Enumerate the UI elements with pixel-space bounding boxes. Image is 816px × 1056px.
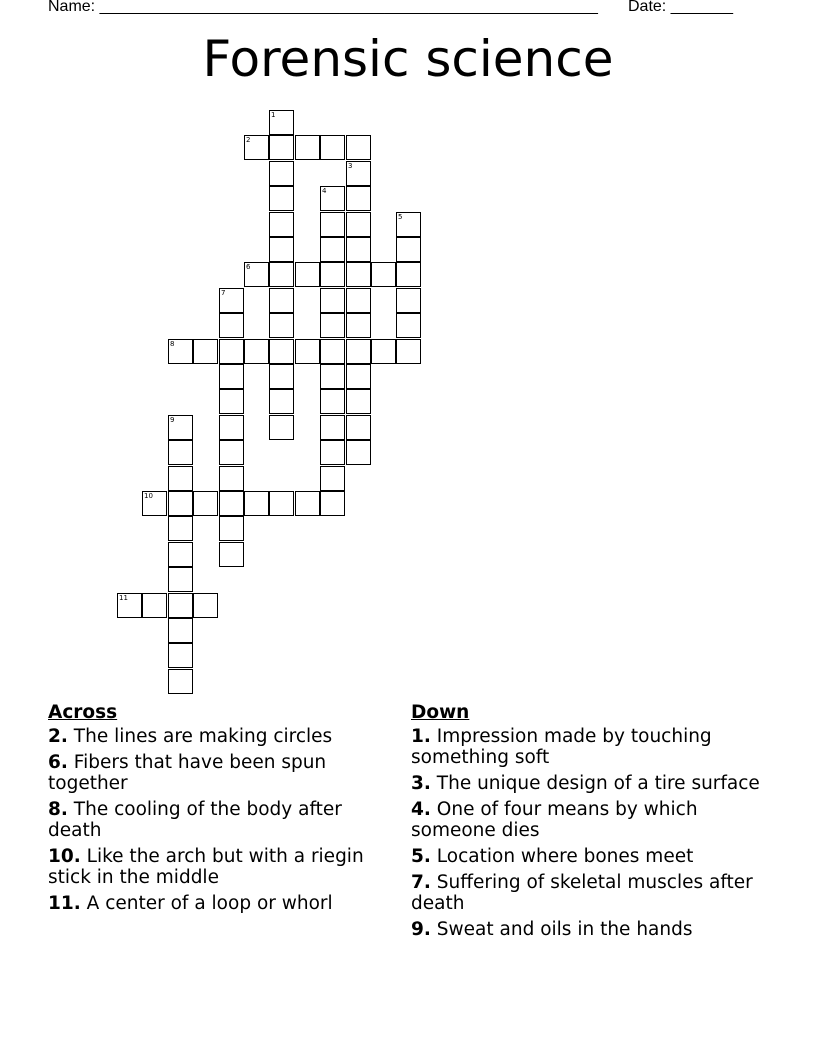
crossword-cell[interactable] [219,339,244,364]
clue-number: 11. [48,893,81,914]
crossword-cell[interactable] [396,288,421,313]
down-clue [411,872,761,914]
crossword-cell[interactable] [320,135,345,160]
clue-number: 7. [411,872,431,893]
clue-text: The lines are making circles [73,726,333,747]
crossword-cell[interactable] [320,466,345,491]
clue-text: Fibers that have been spun together [48,752,327,794]
page-title: Forensic science [202,30,614,88]
clue-text: Impression made by touching something soft [411,726,712,768]
across-heading: Across [48,702,118,723]
crossword-cell[interactable] [269,186,294,211]
crossword-cell[interactable] [168,593,193,618]
clue-number: 7 [221,289,226,297]
clue-number: 5. [411,846,431,867]
crossword-cell[interactable] [396,313,421,338]
crossword-cell[interactable] [269,161,294,186]
crossword-cell[interactable] [219,542,244,567]
crossword-cell-4[interactable] [320,186,345,211]
crossword-cell-7[interactable] [219,288,244,313]
down-clue [411,919,761,940]
crossword-cell[interactable] [346,135,371,160]
crossword-cell[interactable] [346,186,371,211]
down-clue [411,846,761,867]
crossword-cell[interactable] [269,262,294,287]
clue-number: 6 [246,263,251,271]
crossword-cell[interactable] [320,262,345,287]
clue-text: One of four means by which someone dies [411,799,698,841]
date-field-label: Date: _______ [628,0,733,15]
crossword-cell-1[interactable] [269,110,294,135]
crossword-cell[interactable] [320,389,345,414]
crossword-cell[interactable] [346,339,371,364]
crossword-cell[interactable] [168,440,193,465]
crossword-cell[interactable] [193,491,218,516]
clue-text: Location where bones meet [436,846,694,867]
crossword-cell[interactable] [320,288,345,313]
crossword-cell[interactable] [168,567,193,592]
crossword-cell[interactable] [219,466,244,491]
crossword-cell[interactable] [346,313,371,338]
crossword-cell[interactable] [168,542,193,567]
crossword-cell[interactable] [269,237,294,262]
crossword-cell[interactable] [320,364,345,389]
crossword-cell[interactable] [295,491,320,516]
clue-number: 2 [246,136,251,144]
crossword-cell[interactable] [320,212,345,237]
crossword-cell[interactable] [219,491,244,516]
clue-text: Suffering of skeletal muscles after death [411,872,753,914]
crossword-cell-6[interactable] [244,262,269,287]
crossword-cell[interactable] [269,415,294,440]
clue-number: 1. [411,726,431,747]
clue-number: 8 [170,340,175,348]
crossword-cell[interactable] [396,262,421,287]
crossword-cell[interactable] [168,491,193,516]
down-clue [411,726,761,768]
crossword-cell[interactable] [142,593,167,618]
crossword-cell[interactable] [371,339,396,364]
crossword-cell[interactable] [320,313,345,338]
crossword-cell[interactable] [219,364,244,389]
crossword-cell[interactable] [295,339,320,364]
clue-number: 6. [48,752,68,773]
across-clue [48,752,398,794]
crossword-cell[interactable] [320,491,345,516]
crossword-cell[interactable] [269,212,294,237]
crossword-cell[interactable] [269,364,294,389]
crossword-cell[interactable] [269,135,294,160]
across-clue [48,726,398,747]
crossword-cell-8[interactable] [168,339,193,364]
crossword-cell[interactable] [269,288,294,313]
clue-number: 1 [271,111,276,119]
crossword-cell[interactable] [193,339,218,364]
crossword-cell[interactable] [346,237,371,262]
crossword-cell[interactable] [168,618,193,643]
crossword-cell[interactable] [346,415,371,440]
crossword-cell[interactable] [320,440,345,465]
clue-text: The unique design of a tire surface [436,773,760,794]
clue-text: Like the arch but with a riegin stick in the middle [48,846,364,888]
crossword-cell[interactable] [320,415,345,440]
crossword-cell[interactable] [193,593,218,618]
clue-number: 11 [119,594,128,602]
crossword-cell-11[interactable] [117,593,142,618]
crossword-cell[interactable] [269,339,294,364]
crossword-cell[interactable] [219,440,244,465]
clue-number: 2. [48,726,68,747]
down-clue [411,799,761,841]
crossword-cell[interactable] [346,389,371,414]
crossword-cell-3[interactable] [346,161,371,186]
clue-number: 4. [411,799,431,820]
crossword-cell[interactable] [295,135,320,160]
crossword-cell[interactable] [346,288,371,313]
crossword-cell[interactable] [396,339,421,364]
crossword-cell[interactable] [219,389,244,414]
crossword-cell[interactable] [269,313,294,338]
crossword-cell[interactable] [168,516,193,541]
crossword-cell-5[interactable] [396,212,421,237]
clue-number: 8. [48,799,68,820]
crossword-cell[interactable] [219,313,244,338]
clue-number: 9. [411,919,431,940]
clue-text: Sweat and oils in the hands [436,919,693,940]
crossword-cell-9[interactable] [168,415,193,440]
crossword-cell[interactable] [219,516,244,541]
crossword-cell[interactable] [396,237,421,262]
crossword-cell-10[interactable] [142,491,167,516]
crossword-cell[interactable] [295,262,320,287]
clue-number: 5 [398,213,403,221]
down-heading: Down [411,702,470,723]
across-clue [48,846,398,888]
crossword-cell[interactable] [346,212,371,237]
crossword-cell[interactable] [219,415,244,440]
across-clues [48,702,398,919]
crossword-cell[interactable] [244,491,269,516]
crossword-cell[interactable] [320,339,345,364]
down-clue [411,773,761,794]
across-clue [48,799,398,841]
clue-number: 9 [170,416,175,424]
crossword-cell[interactable] [346,262,371,287]
crossword-cell[interactable] [244,339,269,364]
crossword-cell[interactable] [371,262,396,287]
crossword-cell[interactable] [269,389,294,414]
crossword-cell[interactable] [168,466,193,491]
clue-text: A center of a loop or whorl [86,893,333,914]
clue-number: 10. [48,846,81,867]
crossword-cell[interactable] [168,669,193,694]
clue-number: 3 [348,162,353,170]
crossword-cell[interactable] [269,491,294,516]
clue-text: The cooling of the body after death [48,799,342,841]
clue-number: 10 [144,492,153,500]
clue-number: 4 [322,187,327,195]
down-clues [411,702,761,945]
crossword-cell[interactable] [346,440,371,465]
crossword-cell[interactable] [320,237,345,262]
crossword-cell[interactable] [346,364,371,389]
name-field-label: Name: ________________________________________________________ [48,0,598,15]
crossword-cell[interactable] [168,643,193,668]
clue-number: 3. [411,773,431,794]
crossword-cell-2[interactable] [244,135,269,160]
across-clue [48,893,398,914]
